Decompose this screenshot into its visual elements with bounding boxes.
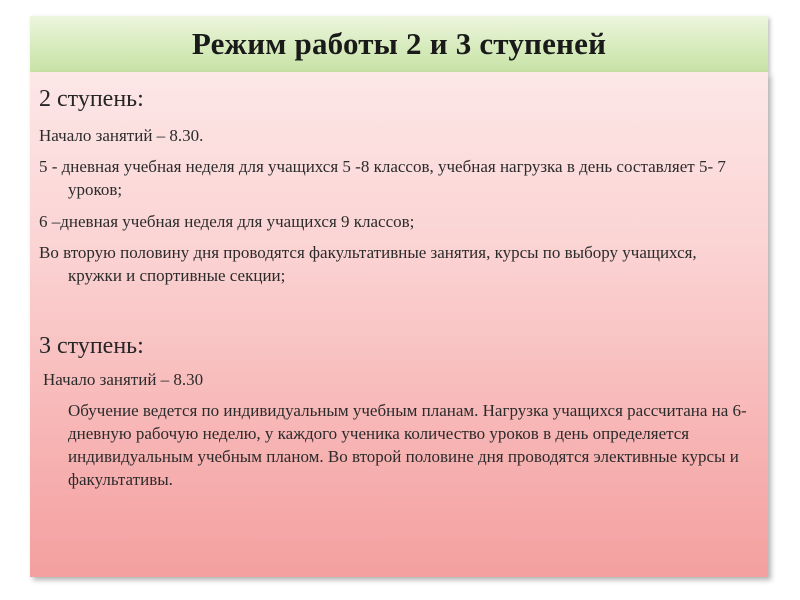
stage-3-start-time: Начало занятий – 8.30 [43,370,204,389]
stage-2-six-day-week: 6 –дневная учебная неделя для учащихся 9 классов; [39,212,415,231]
content-panel [30,72,768,577]
section-heading-stage-3: 3 ступень: [39,333,144,359]
stage-2-five-day-week: 5 - дневная учебная неделя для учащихся 5 -8 классов, учебная нагрузка в день составляет 5- 7 уроков; [39,157,726,199]
section-heading-stage-2: 2 ступень: [39,86,144,112]
slide-title: Режим работы 2 и 3 ступеней [191,26,607,61]
stage-2-afternoon-activities: Во вторую половину дня проводятся факультативные занятия, курсы по выбору учащихся, кружки и спортивные секции; [39,243,697,285]
stage-3-individual-plans: Обучение ведется по индивидуальным учебным планам. Нагрузка учащихся рассчитана на 6- дневную рабочую неделю, у каждого ученика количество уроков в день определяется индивидуальным учебным планом. Во второй половине дня проводятся элективные курсы и факультативы. [68,401,747,489]
title-bar [30,16,768,72]
stage-2-start-time: Начало занятий – 8.30. [39,126,204,145]
